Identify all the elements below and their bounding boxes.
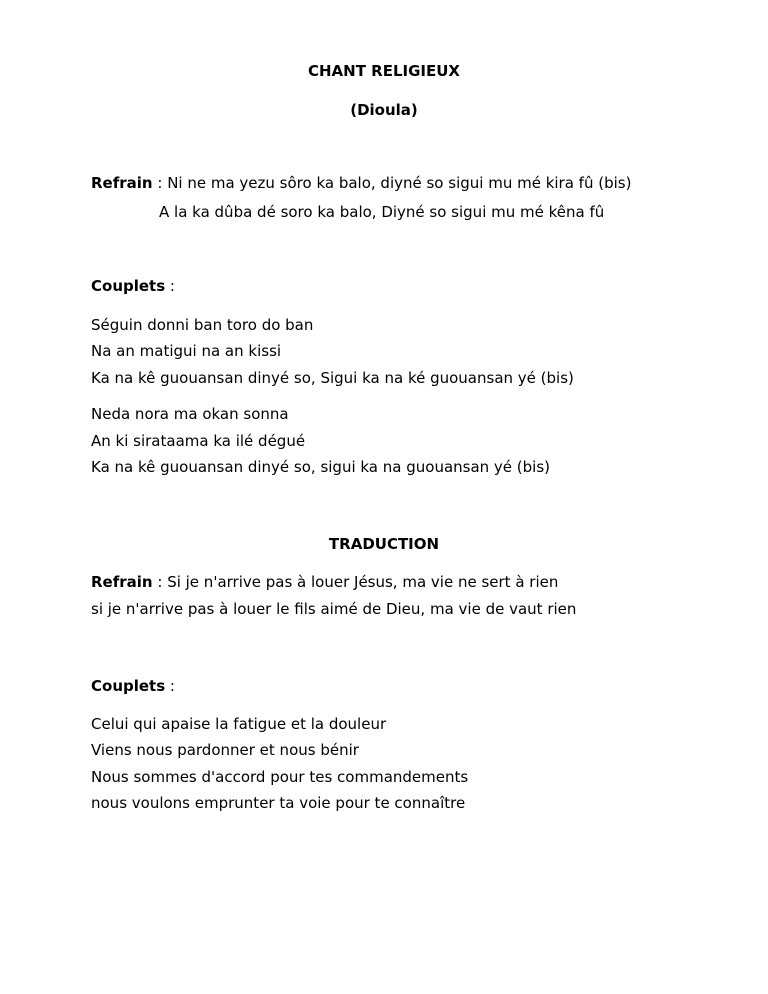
dioula-verse2-line-1: Neda nora ma okan sonna xyxy=(91,405,289,423)
refrain-text-1: Ni ne ma yezu sôro ka balo, diyné so sigui mu mé kira fû (bis) xyxy=(167,174,632,192)
couplets-label: Couplets xyxy=(91,277,166,295)
document-title: CHANT RELIGIEUX xyxy=(308,62,460,80)
dioula-refrain-line-2: A la ka dûba dé soro ka balo, Diyné so sigui mu mé kêna fû xyxy=(159,203,605,221)
refrain-text-1: Si je n'arrive pas à louer Jésus, ma vie ne sert à rien xyxy=(167,573,559,591)
dioula-verse1-line-1: Séguin donni ban toro do ban xyxy=(91,316,314,334)
dioula-verse2-line-3: Ka na kê guouansan dinyé so, sigui ka na guouansan yé (bis) xyxy=(91,458,551,476)
traduction-couplets-heading xyxy=(91,677,175,695)
refrain-separator: : xyxy=(152,174,168,192)
traduction-refrain-line-2: si je n'arrive pas à louer le fils aimé de Dieu, ma vie de vaut rien xyxy=(91,600,577,618)
traduction-couplet-line-2: Viens nous pardonner et nous bénir xyxy=(91,741,359,759)
refrain-label: Refrain xyxy=(91,174,153,192)
dioula-verse2-line-2: An ki sirataama ka ilé dégué xyxy=(91,432,306,450)
dioula-verse1-line-2: Na an matigui na an kissi xyxy=(91,342,282,360)
traduction-couplet-line-1: Celui qui apaise la fatigue et la douleur xyxy=(91,715,387,733)
dioula-verse1-line-3: Ka na kê guouansan dinyé so, Sigui ka na ké guouansan yé (bis) xyxy=(91,369,574,387)
couplets-separator: : xyxy=(165,277,175,295)
couplets-separator: : xyxy=(165,677,175,695)
dioula-refrain-line-1 xyxy=(91,174,631,192)
document-subtitle: (Dioula) xyxy=(350,101,418,119)
refrain-separator: : xyxy=(152,573,168,591)
couplets-label: Couplets xyxy=(91,677,166,695)
dioula-couplets-heading xyxy=(91,277,175,295)
traduction-couplet-line-3: Nous sommes d'accord pour tes commandements xyxy=(91,768,469,786)
traduction-refrain-line-1 xyxy=(91,573,558,591)
traduction-title: TRADUCTION xyxy=(328,535,440,553)
refrain-label: Refrain xyxy=(91,573,153,591)
traduction-couplet-line-4: nous voulons emprunter ta voie pour te connaître xyxy=(91,794,466,812)
